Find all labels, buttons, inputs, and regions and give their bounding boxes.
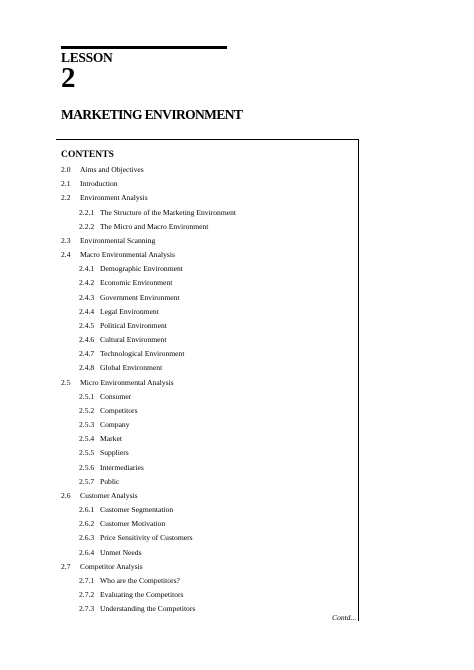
toc-entry-title: Suppliers — [100, 448, 129, 458]
toc-entry-number: 2.4.3 — [79, 292, 95, 302]
contents-heading: CONTENTS — [61, 150, 115, 160]
toc-entry-number: 2.4 — [61, 250, 71, 260]
toc-entry-number: 2.1 — [61, 179, 71, 189]
toc-entry-number: 2.7.3 — [79, 604, 95, 614]
toc-entry-number: 2.5.3 — [79, 420, 95, 430]
toc-entry-title: Technological Environment — [100, 349, 185, 359]
toc-entry-title: Who are the Competitors? — [100, 575, 180, 585]
toc-entry-title: Consumer — [100, 391, 132, 401]
toc-entry-number: 2.4.6 — [79, 335, 95, 345]
toc-entry-title: Government Environment — [100, 292, 180, 302]
toc-entry-title: The Structure of the Marketing Environment — [100, 207, 237, 217]
toc-entry-number: 2.4.2 — [79, 278, 95, 288]
lesson-number: 2 — [61, 62, 76, 94]
toc-entry-number: 2.7.1 — [79, 575, 95, 585]
toc-entry-number: 2.5.2 — [79, 405, 95, 415]
toc-entry-title: Customer Motivation — [100, 519, 166, 529]
toc-entry-number: 2.5.6 — [79, 462, 95, 472]
toc-entry-title: Global Environment — [100, 363, 163, 373]
toc-entry-title: Intermediaries — [100, 462, 144, 472]
toc-entry-title: Demographic Environment — [100, 264, 183, 274]
toc-entry-number: 2.5.5 — [79, 448, 95, 458]
toc-entry-number: 2.2.1 — [79, 207, 95, 217]
toc-entry-title: Understanding the Competitors — [100, 604, 196, 614]
continued-note: Contd... — [332, 613, 357, 622]
toc-entry-title: Unmet Needs — [100, 547, 142, 557]
toc-entry-number: 2.6.4 — [79, 547, 95, 557]
toc-entry-title: The Micro and Macro Environment — [100, 221, 209, 231]
toc-entry-number: 2.7 — [61, 561, 71, 571]
toc-entry-title: Price Sensitivity of Customers — [100, 533, 193, 543]
toc-entry-number: 2.4.7 — [79, 349, 95, 359]
toc-entry-number: 2.3 — [61, 235, 71, 245]
toc-entry-number: 2.6 — [61, 490, 71, 500]
toc-entry-number: 2.5.1 — [79, 391, 95, 401]
toc-entry-title: Introduction — [80, 179, 118, 189]
toc-entry-number: 2.0 — [61, 165, 71, 174]
toc-entry-number: 2.5.7 — [79, 476, 95, 486]
toc-entry-number: 2.4.4 — [79, 306, 95, 316]
toc-entry-number: 2.6.2 — [79, 519, 95, 529]
lesson-label: LESSON — [61, 50, 113, 65]
chapter-title: MARKETING ENVIRONMENT — [61, 107, 243, 122]
toc-entry-number: 2.4.5 — [79, 320, 95, 330]
toc-entry-number: 2.4.1 — [79, 264, 95, 274]
toc-entry-title: Customer Analysis — [80, 490, 138, 500]
toc-entry-title: Aims and Objectives — [80, 165, 144, 174]
toc-entry-number: 2.2.2 — [79, 221, 95, 231]
toc-entry-number: 2.4.8 — [79, 363, 95, 373]
toc-entry-title: Market — [100, 434, 122, 444]
toc-entry-title: Competitors — [100, 405, 138, 415]
toc-entry-title: Economic Environment — [100, 278, 173, 288]
toc-entry-title: Evaluating the Competitors — [100, 590, 184, 600]
toc-entry-title: Public — [100, 476, 120, 486]
toc-entry-number: 2.2 — [61, 193, 71, 203]
toc-entry-number: 2.5 — [61, 377, 71, 387]
toc-entry-title: Cultural Environment — [100, 335, 167, 345]
toc-entry-title: Political Environment — [100, 320, 167, 330]
lesson-top-rule — [61, 46, 227, 49]
toc-entry-number: 2.5.4 — [79, 434, 95, 444]
toc-entry-title: Competitor Analysis — [80, 561, 143, 571]
toc-entry-title: Environment Analysis — [80, 193, 148, 203]
toc-entry-title: Customer Segmentation — [100, 505, 174, 515]
toc-entry-number: 2.6.1 — [79, 505, 95, 515]
toc-entry-title: Legal Environment — [100, 306, 159, 316]
toc-entry-number: 2.6.3 — [79, 533, 95, 543]
toc-entry-title: Micro Environmental Analysis — [80, 377, 174, 387]
toc-entry-number: 2.7.2 — [79, 590, 95, 600]
toc-entry-title: Company — [100, 420, 130, 430]
toc-entry-title: Macro Environmental Analysis — [80, 250, 175, 260]
toc-entry-title: Environmental Scanning — [80, 235, 156, 245]
